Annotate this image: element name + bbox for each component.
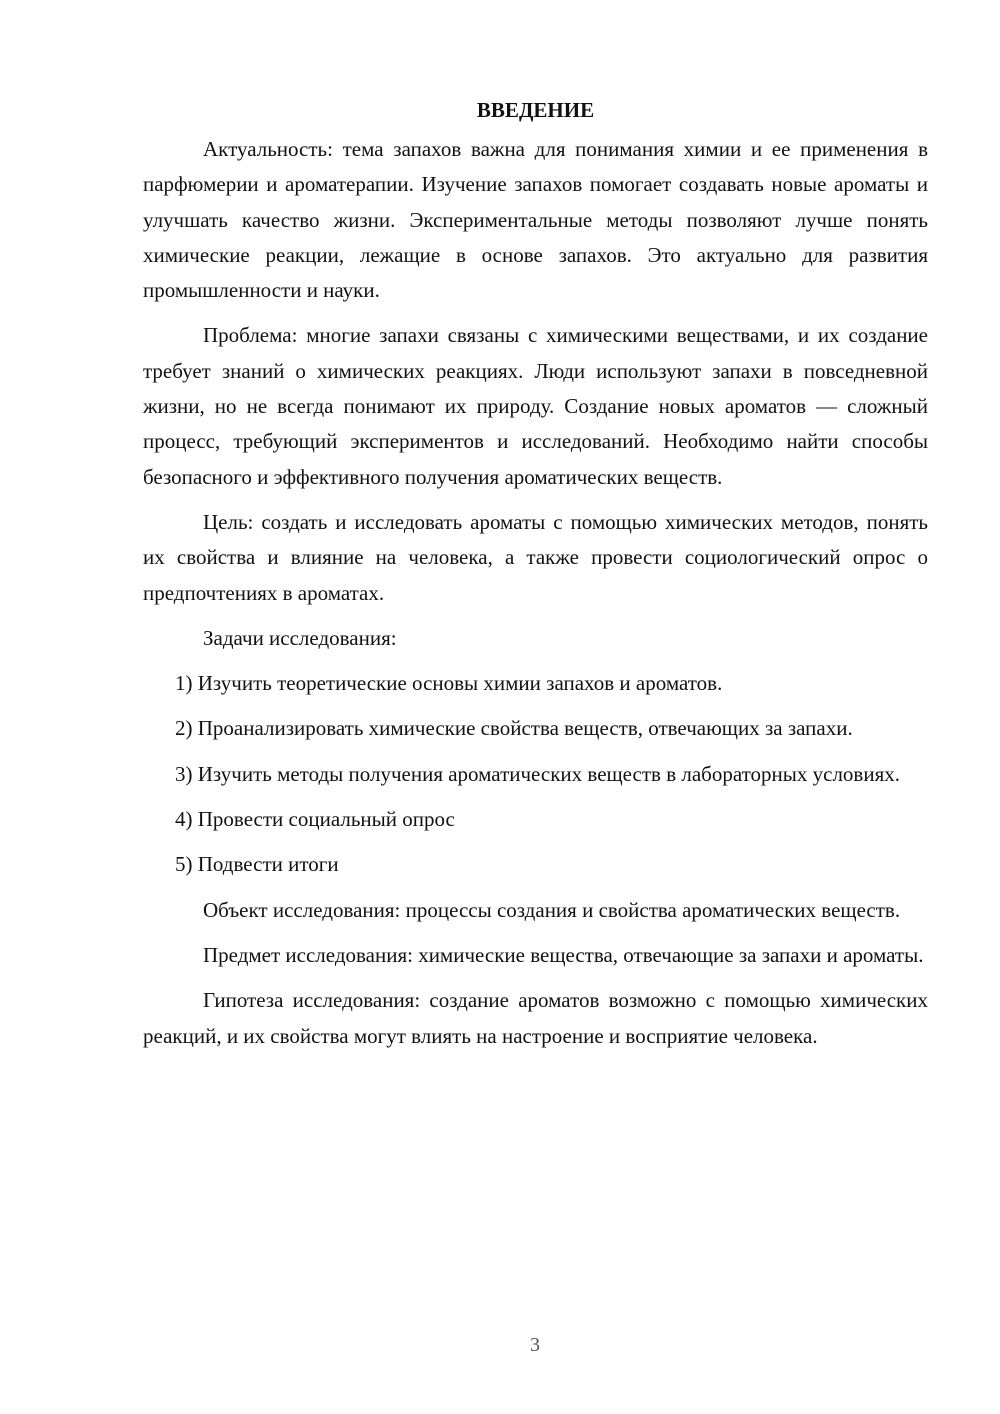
task-item-4: 4) Провести социальный опрос xyxy=(175,807,455,832)
tasks-heading: Задачи исследования: xyxy=(203,625,397,650)
hypothesis-paragraph: Гипотеза исследования: создание ароматов возможно с помощью химических реакций, и их свойства могут влиять на настроение и восприятие человека. xyxy=(143,988,928,1048)
goal-paragraph: Цель: создать и исследовать ароматы с помощью химических методов, понять их свойства и влияние на человека, а также провести социологический опрос о предпочтениях в ароматах. xyxy=(143,509,928,605)
page-number: 3 xyxy=(530,1334,540,1356)
task-item-2: 2) Проанализировать химические свойства веществ, отвечающих за запахи. xyxy=(175,716,853,741)
subject-paragraph: Предмет исследования: химические вещества, отвечающие за запахи и ароматы. xyxy=(203,942,924,967)
object-paragraph: Объект исследования: процессы создания и свойства ароматических веществ. xyxy=(203,897,901,922)
task-item-3: 3) Изучить методы получения ароматических веществ в лабораторных условиях. xyxy=(175,761,900,786)
problem-paragraph: Проблема: многие запахи связаны с химическими веществами, и их создание требует знаний о химических реакциях. Люди используют запахи в повседневной жизни, но не всегда понимают их природу. Создание новых ароматов — сложный процесс, требующий экспериментов и исследований. Необходимо найти способы безопасного и эффективного получения ароматических веществ. xyxy=(143,323,928,489)
document-page xyxy=(143,92,928,1064)
task-item-1: 1) Изучить теоретические основы химии запахов и ароматов. xyxy=(175,671,723,696)
task-item-5: 5) Подвести итоги xyxy=(175,852,339,877)
relevance-paragraph: Актуальность: тема запахов важна для понимания химии и ее применения в парфюмерии и ароматерапии. Изучение запахов помогает создавать новые ароматы и улучшать качество жизни. Экспериментальные методы позволяют лучше понять химические реакции, лежащие в основе запахов. Это актуально для развития промышленности и науки. xyxy=(143,137,928,303)
page-title: ВВЕДЕНИЕ xyxy=(476,98,595,122)
